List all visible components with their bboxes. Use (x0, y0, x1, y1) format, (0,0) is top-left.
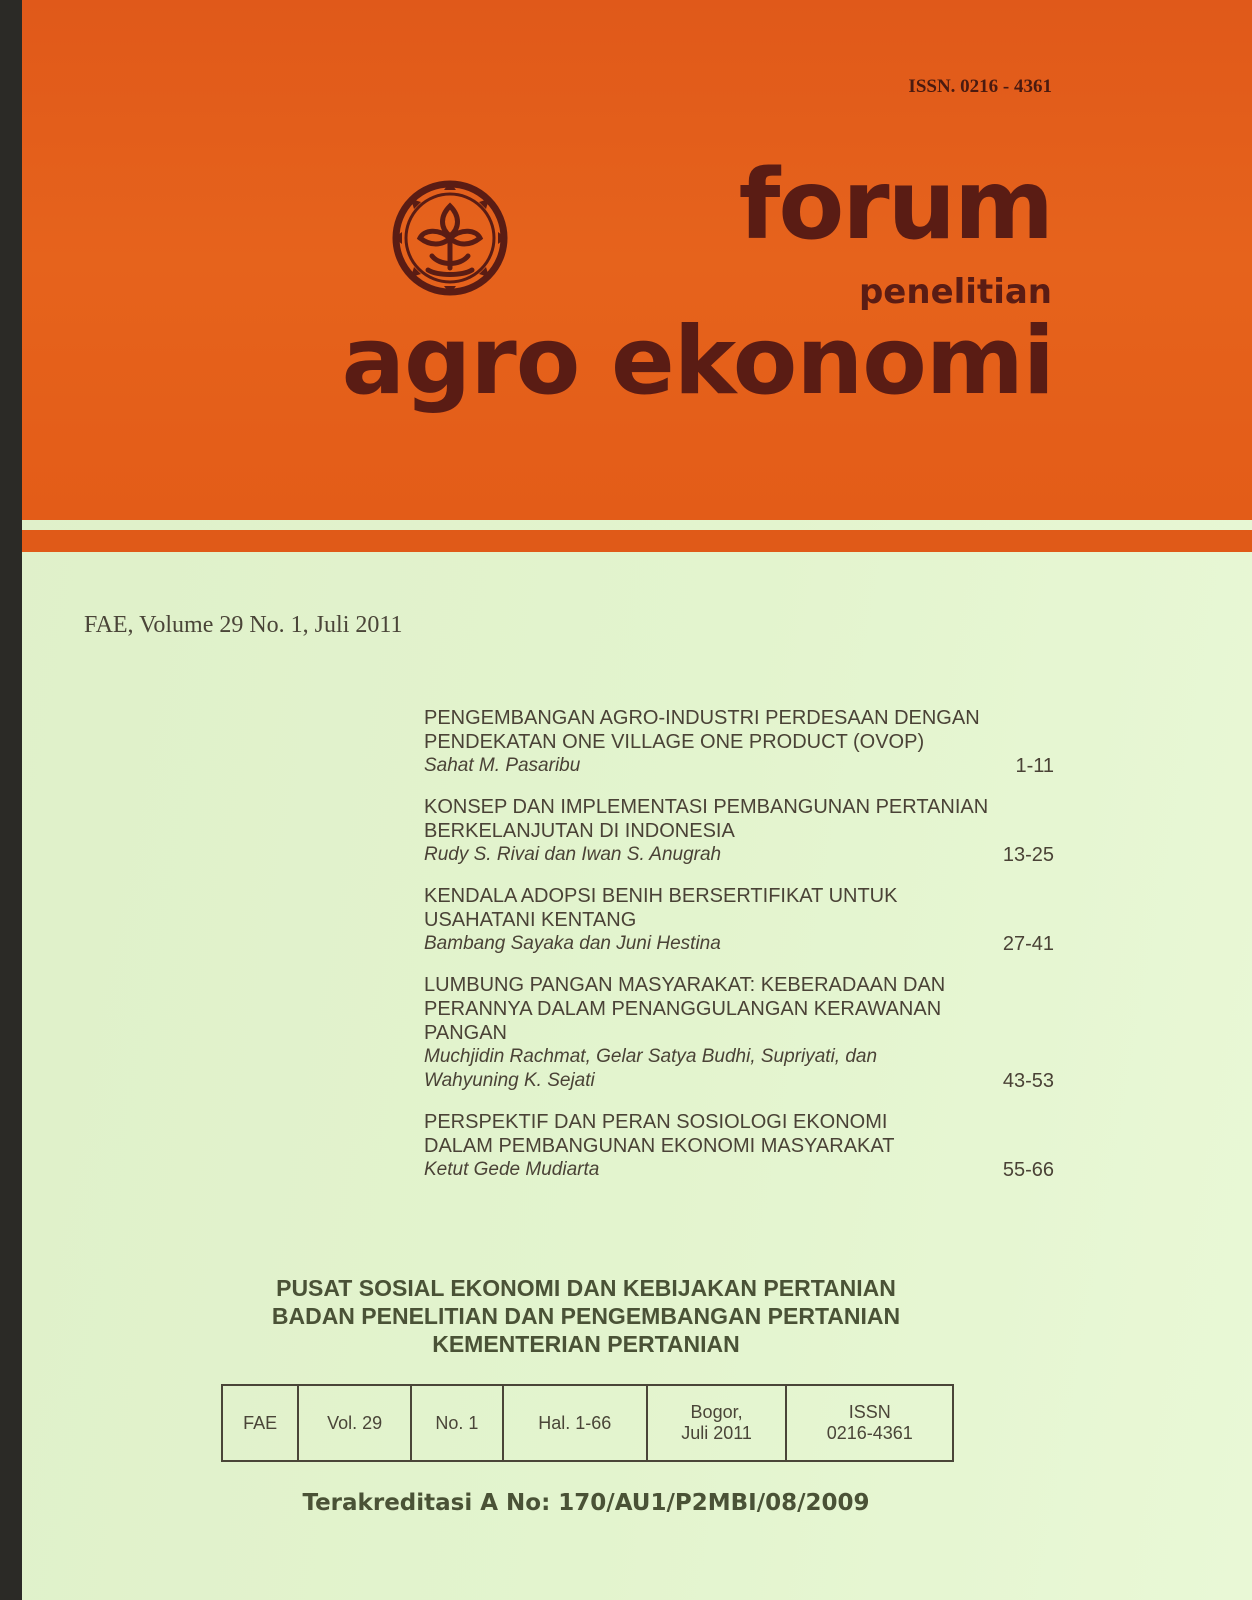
article-author-line: Bambang Sayaka dan Juni Hestina (424, 933, 721, 954)
issn-header: ISSN. 0216 - 4361 (908, 76, 1052, 97)
toc-entry (424, 795, 1054, 867)
article-authors (424, 1158, 1054, 1182)
place-date-cell (647, 1385, 787, 1461)
article-title-line: USAHATANI KENTANG (424, 909, 637, 931)
table-of-contents (424, 706, 1054, 1199)
article-author-line: Rudy S. Rivai dan Iwan S. Anugrah (424, 844, 722, 865)
article-pages: 55-66 (1002, 1159, 1054, 1181)
toc-entry (424, 973, 1054, 1093)
article-title (424, 1110, 1054, 1158)
journal-title-penelitian: penelitian (858, 272, 1052, 312)
toc-entry (424, 884, 1054, 956)
journal-cell: FAE (222, 1385, 298, 1461)
number-cell: No. 1 (411, 1385, 503, 1461)
article-title-line: KENDALA ADOPSI BENIH BERSERTIFIKAT UNTUK (424, 885, 898, 907)
volume-issue-line: FAE, Volume 29 No. 1, Juli 2011 (84, 612, 403, 638)
article-author-line: Sahat M. Pasaribu (424, 755, 581, 776)
article-pages: 27-41 (1002, 933, 1054, 955)
article-title-line: LUMBUNG PANGAN MASYARAKAT: KEBERADAAN DAN (424, 974, 946, 996)
article-pages: 43-53 (1002, 1070, 1054, 1092)
pages-cell: Hal. 1-66 (503, 1385, 647, 1461)
article-title-line: PENGEMBANGAN AGRO-INDUSTRI PERDESAAN DENGAN (424, 707, 980, 729)
article-title-line: PENDEKATAN ONE VILLAGE ONE PRODUCT (OVOP) (424, 731, 925, 753)
orange-divider-stripe (22, 530, 1252, 552)
toc-entry (424, 1110, 1054, 1182)
issn-cell (786, 1385, 953, 1461)
issn-label: ISSN (848, 1402, 891, 1422)
article-title-line: PERANNYA DALAM PENANGGULANGAN KERAWANAN (424, 998, 942, 1020)
institution-line: PUSAT SOSIAL EKONOMI DAN KEBIJAKAN PERTANIAN (276, 1275, 896, 1301)
article-pages: 1-11 (1015, 755, 1054, 777)
article-title (424, 884, 1054, 932)
toc-entry (424, 706, 1054, 778)
article-title (424, 973, 1054, 1045)
place-text: Bogor, (690, 1402, 743, 1422)
article-author-line: Muchjidin Rachmat, Gelar Satya Budhi, Supriyati, dan (424, 1046, 878, 1067)
article-authors (424, 754, 1054, 778)
article-title-line: PANGAN (424, 1022, 507, 1044)
journal-title-agro-ekonomi: agro ekonomi (341, 307, 1054, 416)
ministry-emblem-icon (388, 176, 512, 300)
article-authors (424, 932, 1054, 956)
institution-line: BADAN PENELITIAN DAN PENGEMBANGAN PERTANIAN (271, 1303, 901, 1329)
article-title (424, 706, 1054, 754)
date-text: Juli 2011 (681, 1423, 752, 1443)
journal-cover (22, 0, 1252, 1600)
table-row (222, 1385, 953, 1461)
article-pages: 13-25 (1002, 844, 1054, 866)
article-author-line: Ketut Gede Mudiarta (424, 1159, 600, 1180)
accreditation-line: Terakreditasi A No: 170/AU1/P2MBI/08/2009 (302, 1490, 870, 1516)
article-title (424, 795, 1054, 843)
article-title-line: BERKELANJUTAN DI INDONESIA (424, 820, 735, 842)
issn-value: 0216-4361 (826, 1423, 913, 1443)
publisher-institution (202, 1274, 970, 1358)
volume-cell: Vol. 29 (298, 1385, 411, 1461)
article-authors (424, 843, 1054, 867)
article-title-line: DALAM PEMBANGUNAN EKONOMI MASYARAKAT (424, 1135, 895, 1157)
article-author-line: Wahyuning K. Sejati (424, 1070, 595, 1091)
article-title-line: PERSPEKTIF DAN PERAN SOSIOLOGI EKONOMI (424, 1111, 888, 1133)
article-authors (424, 1045, 1054, 1093)
article-title-line: KONSEP DAN IMPLEMENTASI PEMBANGUNAN PERTANIAN (424, 796, 989, 818)
publication-info-table (221, 1384, 954, 1462)
journal-title-forum: forum (738, 149, 1052, 261)
institution-line: KEMENTERIAN PERTANIAN (432, 1331, 740, 1357)
